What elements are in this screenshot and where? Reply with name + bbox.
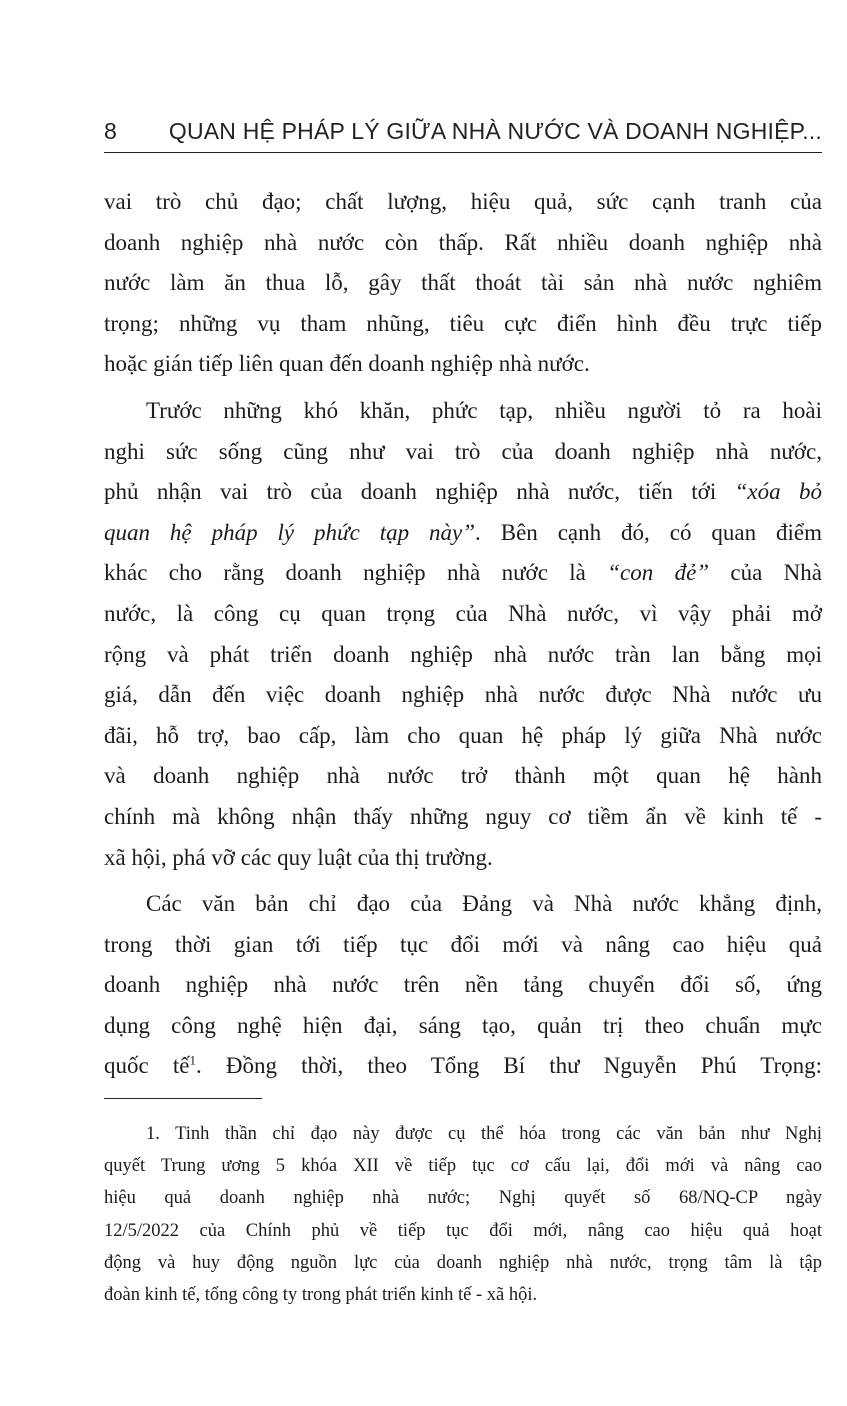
text-line: và doanh nghiệp nhà nước trở thành một quan hệ hành	[104, 763, 822, 789]
footnote-line: hiệu quả doanh nghiệp nhà nước; Nghị quyết số 68/NQ-CP ngày	[104, 1188, 822, 1209]
text-line: chính mà không nhận thấy những nguy cơ tiềm ẩn về kinh tế -	[104, 803, 822, 829]
text-line: quốc tế$^1$. Đồng thời, theo Tổng Bí thư Nguyễn Phú Trọng:	[104, 1052, 823, 1079]
italic-quote: quan hệ pháp lý phức tạp này”	[104, 519, 476, 545]
footnote-line: đoàn kinh tế, tổng công ty trong phát triển kinh tế - xã hội.	[104, 1284, 538, 1305]
text-line: trong thời gian tới tiếp tục đổi mới và nâng cao hiệu quả	[104, 931, 822, 957]
text-line: Trước những khó khăn, phức tạp, nhiều người tỏ ra hoài	[146, 397, 822, 423]
text-line: dụng công nghệ hiện đại, sáng tạo, quản trị theo chuẩn mực	[104, 1012, 822, 1038]
text-line: Các văn bản chỉ đạo của Đảng và Nhà nước khẳng định,	[146, 891, 822, 917]
text-line: rộng và phát triển doanh nghiệp nhà nước tràn lan bằng mọi	[104, 641, 822, 667]
text-line: khác cho rằng doanh nghiệp nhà nước là “con đẻ” của Nhà	[104, 560, 823, 586]
page-header	[104, 118, 822, 145]
footnote-line: quyết Trung ương 5 khóa XII về tiếp tục cơ cấu lại, đổi mới và nâng cao	[104, 1156, 822, 1177]
text-line: nghi sức sống cũng như vai trò của doanh nghiệp nhà nước,	[104, 438, 822, 464]
footnote	[104, 1118, 822, 1311]
text-line: nước, là công cụ quan trọng của Nhà nước, vì vậy phải mở	[104, 600, 822, 626]
footnote-line: 1. Tinh thần chỉ đạo này được cụ thể hóa trong các văn bản như Nghị	[146, 1124, 822, 1144]
italic-quote: “xóa bỏ	[734, 479, 822, 505]
text-line: đãi, hỗ trợ, bao cấp, làm cho quan hệ pháp lý giữa Nhà nước	[104, 722, 822, 748]
text-line: xã hội, phá vỡ các quy luật của thị trường.	[104, 844, 493, 870]
page-number: 8	[104, 118, 117, 144]
footnote-rule	[104, 1098, 262, 1099]
text-line: hoặc gián tiếp liên quan đến doanh nghiệp nhà nước.	[104, 351, 590, 377]
text-line: phủ nhận vai trò của doanh nghiệp nhà nước, tiến tới “xóa bỏ	[104, 479, 822, 505]
text-line: doanh nghiệp nhà nước còn thấp. Rất nhiều doanh nghiệp nhà	[104, 229, 822, 255]
header-rule	[104, 152, 822, 153]
text-line: vai trò chủ đạo; chất lượng, hiệu quả, sức cạnh tranh của	[104, 189, 822, 214]
footnote-ref[interactable]: 1	[189, 1052, 196, 1068]
text-line: quan hệ pháp lý phức tạp này”. Bên cạnh đó, có quan điểm	[104, 519, 823, 545]
main-text	[104, 182, 822, 1087]
text-line: doanh nghiệp nhà nước trên nền tảng chuyển đổi số, ứng	[104, 972, 822, 998]
running-title: QUAN HỆ PHÁP LÝ GIỮA NHÀ NƯỚC VÀ DOANH NGHIỆP...	[168, 118, 822, 144]
footnote-line: 12/5/2022 của Chính phủ về tiếp tục đổi mới, nâng cao hiệu quả hoạt	[104, 1220, 822, 1241]
text-line: giá, dẫn đến việc doanh nghiệp nhà nước được Nhà nước ưu	[104, 682, 822, 708]
footnote-line: động và huy động nguồn lực của doanh nghiệp nhà nước, trọng tâm là tập	[104, 1252, 822, 1273]
text-line: trọng; những vụ tham nhũng, tiêu cực điển hình đều trực tiếp	[104, 310, 822, 336]
text-line: nước làm ăn thua lỗ, gây thất thoát tài sản nhà nước nghiêm	[104, 270, 822, 296]
italic-quote: “con đẻ”	[607, 560, 710, 586]
